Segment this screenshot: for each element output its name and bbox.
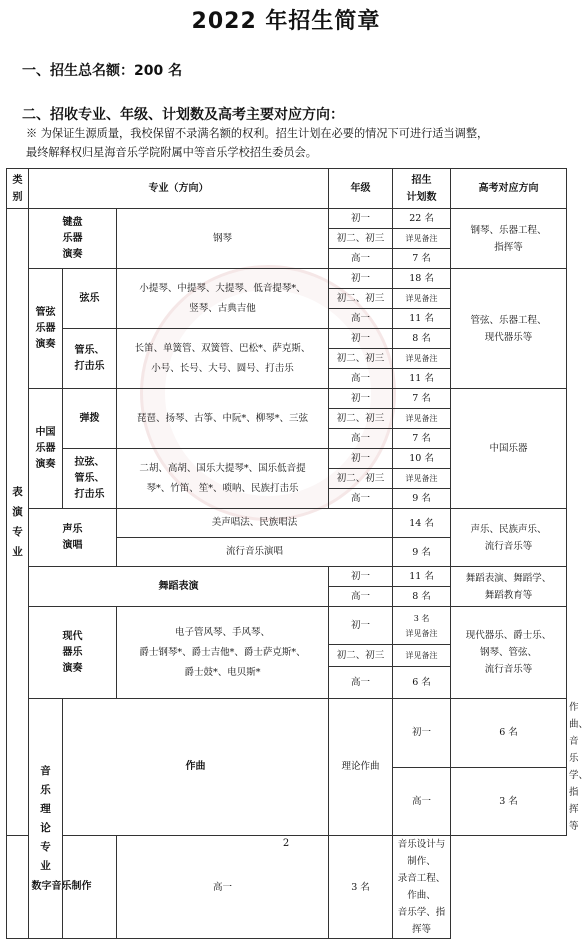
grade-cell: 初二、初三	[329, 645, 393, 667]
inst-plucked: 琵琶、扬琴、古筝、中阮*、柳琴*、三弦	[117, 389, 329, 449]
grade-cell: 初一	[329, 389, 393, 409]
grade-cell: 高一	[393, 767, 451, 836]
count-cell: 11 名	[393, 309, 451, 329]
header-category: 类 别	[7, 169, 29, 209]
sub-plucked: 弹拨	[63, 389, 117, 449]
page-number: 2	[282, 838, 290, 849]
sub-strings: 弦乐	[63, 269, 117, 329]
table-row	[7, 509, 567, 538]
count-cell: 18 名	[393, 269, 451, 289]
count-cell: 3 名	[451, 767, 567, 836]
direction-chinese: 中国乐器	[451, 389, 567, 509]
inst-modern: 电子管风琴、手风琴、 爵士钢琴*、爵士吉他*、爵士萨克斯*、 爵士鼓*、电贝斯*	[117, 607, 329, 699]
table-row	[7, 269, 567, 289]
table-row	[7, 836, 567, 939]
grade-cell: 初一	[329, 269, 393, 289]
admissions-table	[6, 168, 588, 939]
grade-cell: 高一	[117, 836, 329, 939]
major-digital-music: 数字音乐制作	[7, 836, 117, 939]
table-row: 音 乐 理 论 专 业 作曲 理论作曲 初一 6 名 作曲、音乐学、 指挥等	[7, 699, 567, 768]
major-composition: 作曲	[63, 699, 329, 836]
count-cell: 11 名	[393, 369, 451, 389]
header-major: 专业（方向）	[29, 169, 329, 209]
grade-cell: 初一	[329, 209, 393, 229]
count-cell: 详见备注	[393, 409, 451, 429]
inst-bowed: 二胡、高胡、国乐大提琴*、国乐低音提 琴*、竹笛、笙*、唢呐、民族打击乐	[117, 449, 329, 509]
major-dance: 舞蹈表演	[29, 567, 329, 607]
note-line-1: ※ 为保证生源质量，我校保留不录满名额的权利。招生计划在必要的情况下可进行适当调整，	[26, 127, 489, 140]
sub-winds: 管乐、 打击乐	[63, 329, 117, 389]
count-cell: 9 名	[393, 489, 451, 509]
grade-cell: 高一	[329, 587, 393, 607]
category-performance: 表 演 专 业	[7, 209, 29, 836]
grade-cell: 初二、初三	[329, 289, 393, 309]
grade-cell: 初一	[329, 607, 393, 645]
inst-strings: 小提琴、中提琴、大提琴、低音提琴*、 竖琴、古典吉他	[117, 269, 329, 329]
grade-cell: 初一	[329, 329, 393, 349]
direction-modern: 现代器乐、爵士乐、 钢琴、管弦、 流行音乐等	[451, 607, 567, 699]
table-row	[7, 389, 567, 409]
count-cell: 10 名	[393, 449, 451, 469]
count-cell: 详见备注	[393, 645, 451, 667]
grade-cell: 初二、初三	[329, 409, 393, 429]
header-plan: 招生 计划数	[393, 169, 451, 209]
count-cell: 22 名	[393, 209, 451, 229]
section-total-quota: 一、招生总名额：200 名	[22, 63, 183, 79]
table-row	[7, 607, 567, 645]
major-chinese: 中国 乐器 演奏	[29, 389, 63, 509]
direction-keyboard: 钢琴、乐器工程、 指挥等	[451, 209, 567, 269]
count-cell: 11 名	[393, 567, 451, 587]
count-cell: 6 名	[451, 699, 567, 768]
grade-cell: 初一	[329, 567, 393, 587]
grade-cell: 高一	[329, 249, 393, 269]
major-vocal: 声乐 演唱	[29, 509, 117, 567]
header-grade: 年级	[329, 169, 393, 209]
grade-cell: 初二、初三	[329, 349, 393, 369]
count-cell: 8 名	[393, 587, 451, 607]
major-keyboard: 键盘 乐器 演奏	[29, 209, 117, 269]
note-line-2: 最终解释权归星海音乐学院附属中等音乐学校招生委员会。	[26, 146, 317, 159]
grade-cell: 高一	[329, 489, 393, 509]
grade-cell: 高一	[329, 429, 393, 449]
count-cell: 8 名	[393, 329, 451, 349]
grade-cell: 初二、初三	[329, 229, 393, 249]
count-cell: 详见备注	[393, 229, 451, 249]
note	[26, 124, 556, 162]
major-modern: 现代 器乐 演奏	[29, 607, 117, 699]
count-cell: 详见备注	[393, 289, 451, 309]
category-theory: 音 乐 理 论 专 业	[29, 699, 63, 939]
table-row	[7, 209, 567, 229]
grade-cell: 初一	[329, 449, 393, 469]
table-header-row	[7, 169, 567, 209]
count-cell: 3 名	[329, 836, 393, 939]
count-cell: 7 名	[393, 429, 451, 449]
section-majors-heading: 二、招收专业、年级、计划数及高考主要对应方向：	[22, 107, 344, 123]
grade-cell: 高一	[329, 309, 393, 329]
inst-composition: 理论作曲	[329, 699, 393, 836]
grade-cell: 初二、初三	[329, 469, 393, 489]
count-cell: 详见备注	[393, 349, 451, 369]
count-cell: 14 名	[393, 509, 451, 538]
grade-cell: 初一	[393, 699, 451, 768]
header-direction: 高考对应方向	[451, 169, 567, 209]
inst-vocal-classical: 美声唱法、民族唱法	[117, 509, 393, 538]
direction-digital-music: 音乐设计与制作、 录音工程、作曲、 音乐学、指挥等	[393, 836, 451, 939]
major-orchestral: 管弦 乐器 演奏	[29, 269, 63, 389]
direction-vocal: 声乐、民族声乐、 流行音乐等	[451, 509, 567, 567]
inst-vocal-pop: 流行音乐演唱	[117, 538, 393, 567]
table-row	[7, 567, 567, 587]
direction-orchestral: 管弦、乐器工程、 现代器乐等	[451, 269, 567, 389]
grade-cell: 高一	[329, 369, 393, 389]
direction-dance: 舞蹈表演、舞蹈学、 舞蹈教育等	[451, 567, 567, 607]
count-cell: 详见备注	[393, 469, 451, 489]
inst-keyboard: 钢琴	[117, 209, 329, 269]
page-title: 2022 年招生简章	[191, 9, 381, 34]
count-cell: 7 名	[393, 249, 451, 269]
inst-winds: 长笛、单簧管、双簧管、巴松*、萨克斯、 小号、长号、大号、圆号、打击乐	[117, 329, 329, 389]
count-cell: 9 名	[393, 538, 451, 567]
count-cell: 7 名	[393, 389, 451, 409]
grade-cell: 高一	[329, 667, 393, 699]
sub-bowed: 拉弦、 管乐、 打击乐	[63, 449, 117, 509]
count-cell: 3 名 详见备注	[393, 607, 451, 645]
count-cell: 6 名	[393, 667, 451, 699]
